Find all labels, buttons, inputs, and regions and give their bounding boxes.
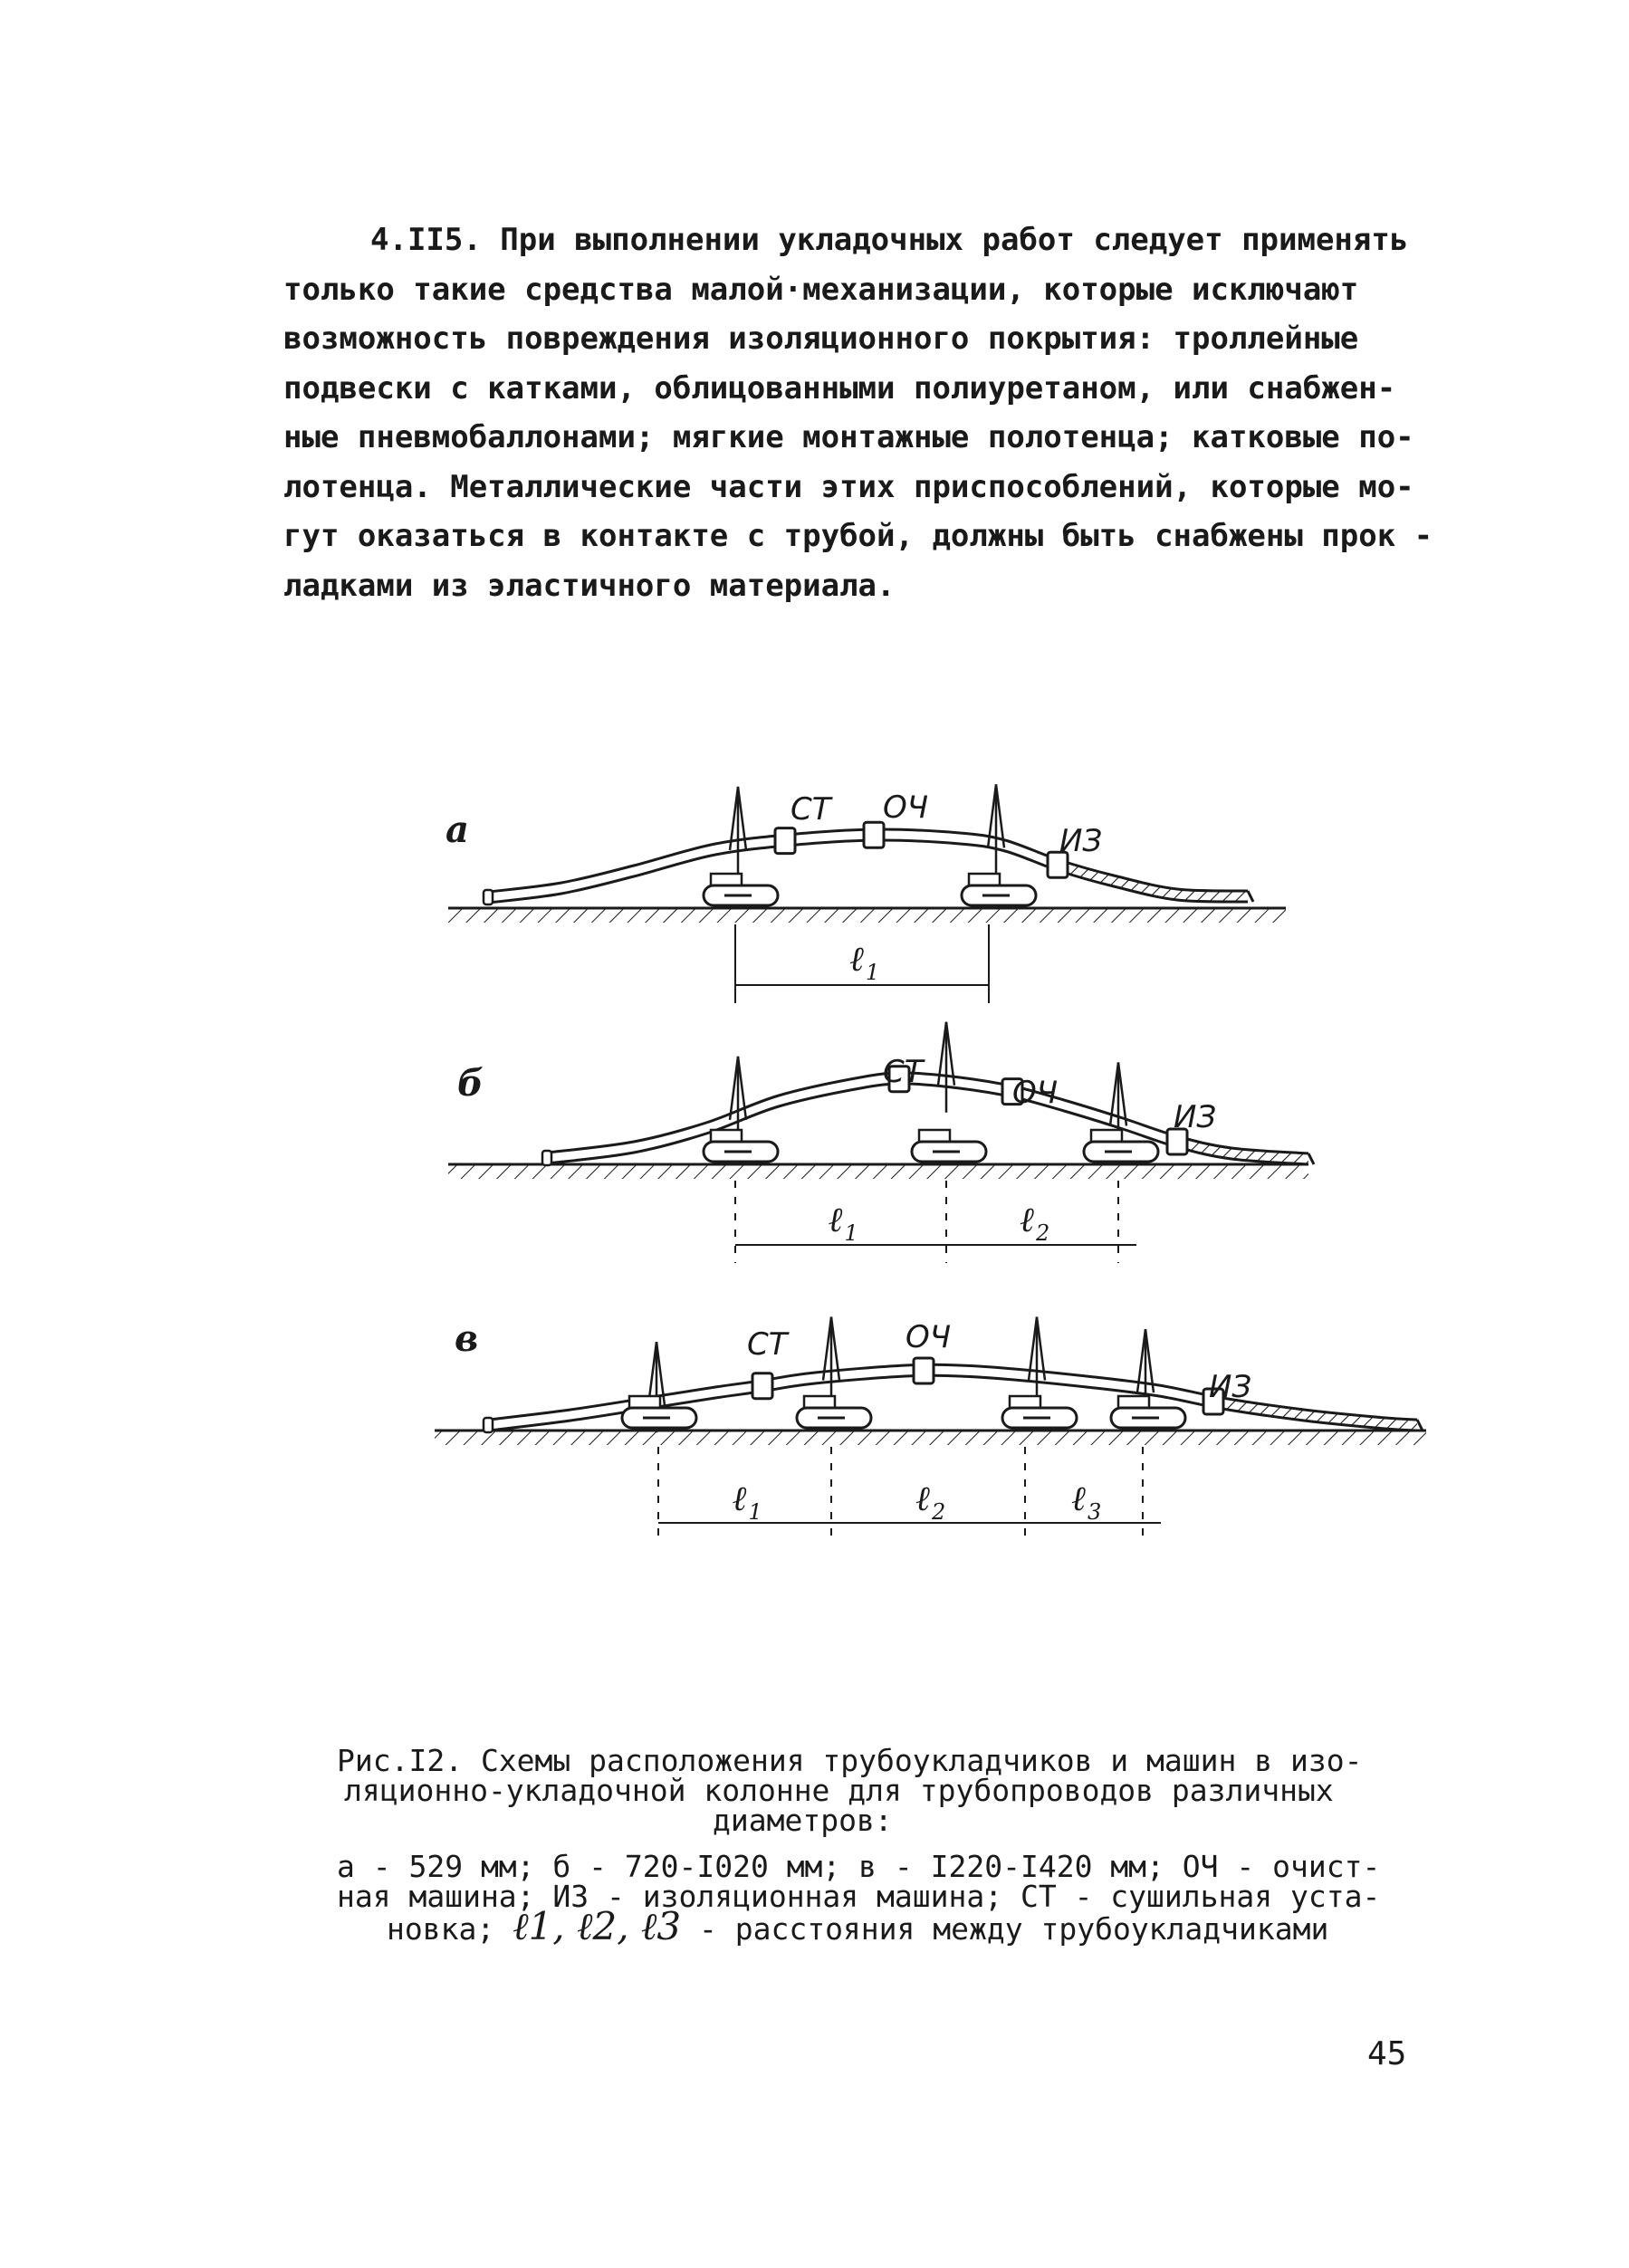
machine-label-och: ОЧ bbox=[906, 1319, 952, 1355]
machine-label-st: СТ bbox=[883, 1054, 924, 1090]
ground-hatch bbox=[435, 1431, 1426, 1445]
distance-label: ℓ bbox=[1071, 1479, 1086, 1518]
pipelayer bbox=[1084, 1062, 1158, 1162]
distance-label: ℓ bbox=[732, 1479, 747, 1518]
distance-subscript: 3 bbox=[1088, 1499, 1102, 1525]
scheme-letter: а bbox=[446, 809, 469, 851]
caption-title-line: Рис.I2. Схемы расположения трубоукладчиков и машин в изо- bbox=[337, 1743, 1363, 1778]
caption-legend-suffix: - расстояния между трубоукладчиками bbox=[681, 1911, 1329, 1947]
distance-label: ℓ bbox=[915, 1479, 930, 1518]
distance-subscript: 2 bbox=[932, 1499, 946, 1525]
pipe-bottom-edge bbox=[489, 840, 1248, 903]
distance-label: ℓ bbox=[1020, 1200, 1034, 1239]
machine-st bbox=[775, 828, 795, 854]
paragraph-line: 4.II5. При выполнении укладочных работ следует применять bbox=[370, 222, 1409, 258]
paragraph-line: ладками из эластичного материала. bbox=[283, 567, 896, 604]
ground-hatch bbox=[448, 908, 1286, 923]
pipe-end-cap bbox=[1417, 1420, 1423, 1431]
caption-legend-line: а - 529 мм; б - 720-I020 мм; в - I220-I420 мм; ОЧ - очист- bbox=[337, 1849, 1381, 1884]
scheme-2 bbox=[448, 1022, 1314, 1263]
machine-label-iz: ИЗ bbox=[1174, 1099, 1217, 1135]
machine-label-och: ОЧ bbox=[883, 789, 929, 826]
caption-title-line: диаметров: bbox=[713, 1803, 893, 1838]
pipelayer bbox=[1111, 1329, 1185, 1428]
machine-och bbox=[864, 822, 884, 847]
paragraph-line: возможность повреждения изоляционного покрытия: троллейные bbox=[283, 321, 1359, 357]
distance-subscript: 1 bbox=[866, 960, 880, 985]
machine-label-st: СТ bbox=[747, 1326, 788, 1363]
pipe-end-cap bbox=[1248, 891, 1253, 902]
paragraph-line: подвески с катками, облицованными полиуретаном, или снабжен- bbox=[283, 369, 1396, 407]
pipe-end-cap bbox=[1308, 1153, 1314, 1164]
pipe-start-cap bbox=[484, 1418, 493, 1432]
scheme-letter: в bbox=[455, 1317, 479, 1360]
distance-subscript: 1 bbox=[748, 1499, 762, 1525]
distance-symbols: ℓ1, ℓ2, ℓ3 bbox=[513, 1904, 682, 1948]
distance-subscript: 2 bbox=[1036, 1220, 1050, 1246]
scheme-letter: б bbox=[457, 1062, 484, 1105]
pipelayer bbox=[912, 1022, 986, 1162]
distance-subscript: 1 bbox=[844, 1220, 858, 1246]
distance-dimension bbox=[658, 1447, 1161, 1541]
machine-och bbox=[914, 1358, 934, 1383]
machine-label-och: ОЧ bbox=[1012, 1075, 1059, 1111]
figure-caption bbox=[337, 1743, 1451, 1948]
pipe-start-cap bbox=[484, 890, 493, 904]
machine-st bbox=[752, 1373, 772, 1399]
scheme-3 bbox=[435, 1317, 1426, 1542]
distance-dimension bbox=[735, 924, 989, 1003]
machine-label-iz: ИЗ bbox=[1209, 1369, 1252, 1405]
page-number: 45 bbox=[1367, 2035, 1407, 2072]
caption-title-line: ляционно-укладочной колонне для трубопроводов различных bbox=[344, 1773, 1334, 1808]
distance-label: ℓ bbox=[849, 939, 864, 979]
caption-legend-line bbox=[337, 1904, 1451, 1948]
pipelayer bbox=[704, 787, 778, 905]
caption-legend-prefix: новка; bbox=[387, 1911, 513, 1947]
paragraph-line: ные пневмобаллонами; мягкие монтажные полотенца; катковые по- bbox=[283, 419, 1414, 455]
distance-dimension bbox=[735, 1181, 1136, 1263]
scheme-1 bbox=[446, 784, 1286, 1003]
distance-label: ℓ bbox=[828, 1200, 843, 1239]
pipelayer bbox=[622, 1342, 696, 1432]
paragraph-line: только такие средства малой·механизации, которые исключают bbox=[283, 271, 1359, 308]
machine-label-iz: ИЗ bbox=[1059, 823, 1103, 859]
machine-label-st: СТ bbox=[791, 791, 831, 828]
caption-legend-line: ная машина; ИЗ - изоляционная машина; СТ - сушильная уста- bbox=[337, 1879, 1381, 1914]
ground-hatch bbox=[448, 1164, 1308, 1179]
paragraph-line: лотенца. Металлические части этих приспособлений, которые мо- bbox=[283, 468, 1414, 505]
pipe-start-cap bbox=[542, 1151, 551, 1165]
caption-legend bbox=[337, 1849, 1451, 1948]
paragraph-line: гут оказаться в контакте с трубой, должны быть снабжены прок - bbox=[283, 518, 1433, 554]
figure-12-pipelayer-schemes bbox=[0, 779, 1629, 1593]
paragraph-4-115 bbox=[283, 215, 1452, 610]
